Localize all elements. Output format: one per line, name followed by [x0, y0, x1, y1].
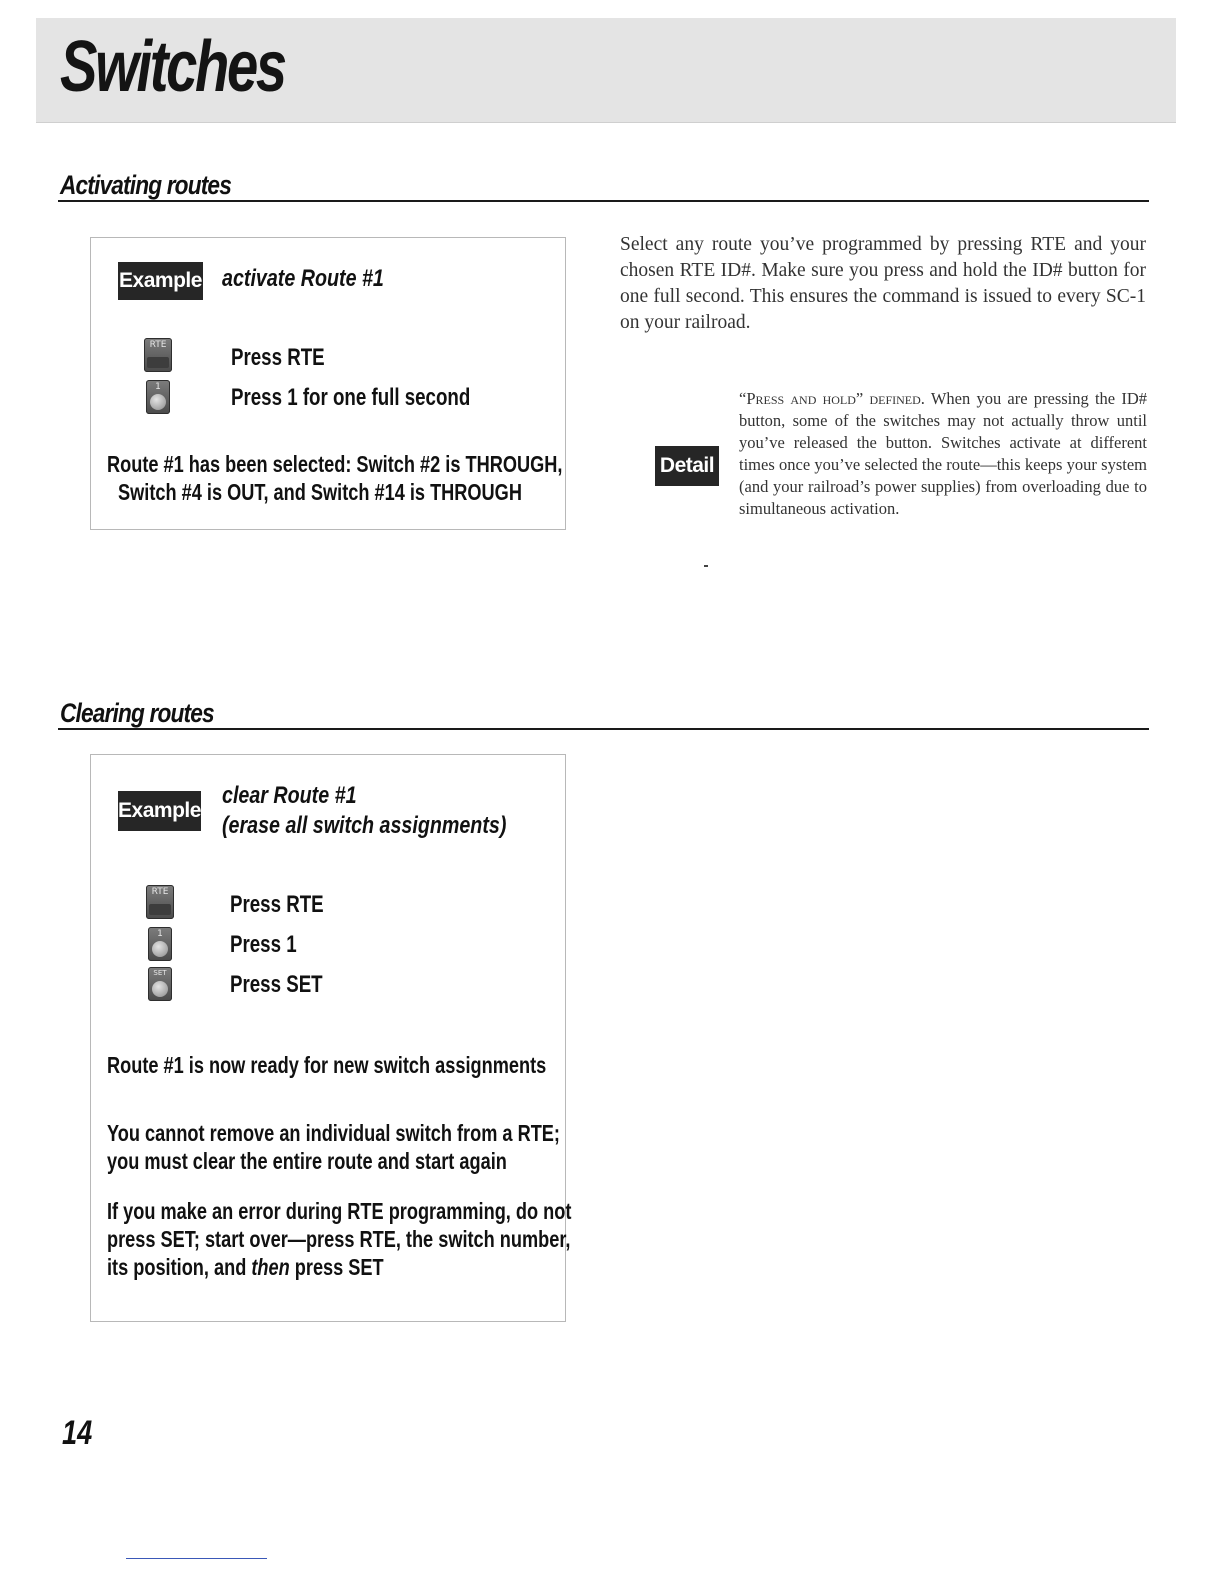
rte-key-icon: RTE — [144, 338, 172, 372]
route-ready-result: Route #1 is now ready for new switch assignments — [107, 1052, 547, 1078]
page-title: Switches — [60, 27, 285, 107]
section-rule-clearing — [58, 728, 1149, 730]
error-programming-note: If you make an error during RTE programming, do not press SET; start over—press RTE, the switch number, its position, and then press SET — [107, 1198, 572, 1280]
cannot-remove-note: You cannot remove an individual switch from a RTE; you must clear the entire route and start again — [107, 1120, 560, 1174]
rte-key-icon: RTE — [146, 885, 174, 919]
example-title: clear Route #1 (erase all switch assignments) — [222, 782, 507, 839]
example-box-activate — [90, 237, 566, 530]
example-box-clear — [90, 754, 572, 1322]
number-1-key-icon: 1 — [148, 927, 172, 961]
section-heading-activating: Activating routes — [60, 170, 231, 200]
step-press-1: Press 1 for one full second — [231, 384, 471, 411]
detail-text — [739, 388, 1147, 520]
number-1-key-icon: 1 — [146, 380, 170, 414]
section-heading-clearing: Clearing routes — [60, 698, 214, 728]
step-press-1: Press 1 — [230, 931, 297, 958]
activating-paragraph: Select any route you’ve programmed by pressing RTE and your chosen RTE ID#. Make sure you press and hold the ID# button for one full second. This ensures the command is issued to every SC-1 on your railroad. — [620, 234, 1146, 333]
detail-tag: Detail — [655, 446, 719, 486]
route-selected-result: Route #1 has been selected: Switch #2 is THROUGH, Switch #4 is OUT, and Switch #14 is THROUGH — [107, 451, 563, 505]
set-key-icon: SET — [148, 967, 172, 1001]
section-rule-activating — [58, 200, 1149, 202]
step-press-set: Press SET — [230, 971, 323, 998]
detail-lead: “Press and hold” defined. — [739, 389, 925, 408]
example-tag: Example — [118, 791, 201, 831]
step-press-rte: Press RTE — [231, 344, 325, 371]
scan-speck — [704, 565, 708, 567]
example-title: activate Route #1 — [222, 265, 384, 292]
page-number: 14 — [62, 1414, 93, 1452]
detail-body: When you are pressing the ID# button, some of the switches may not actually throw until you’ve released the button. Switches activate at different times once you’ve selected the route—this keeps your system (and your railroad’s power supplies) from overloading due to simultaneous activation. — [739, 389, 1147, 518]
example-tag: Example — [118, 262, 203, 300]
bottom-divider — [126, 1558, 267, 1559]
step-press-rte: Press RTE — [230, 891, 324, 918]
